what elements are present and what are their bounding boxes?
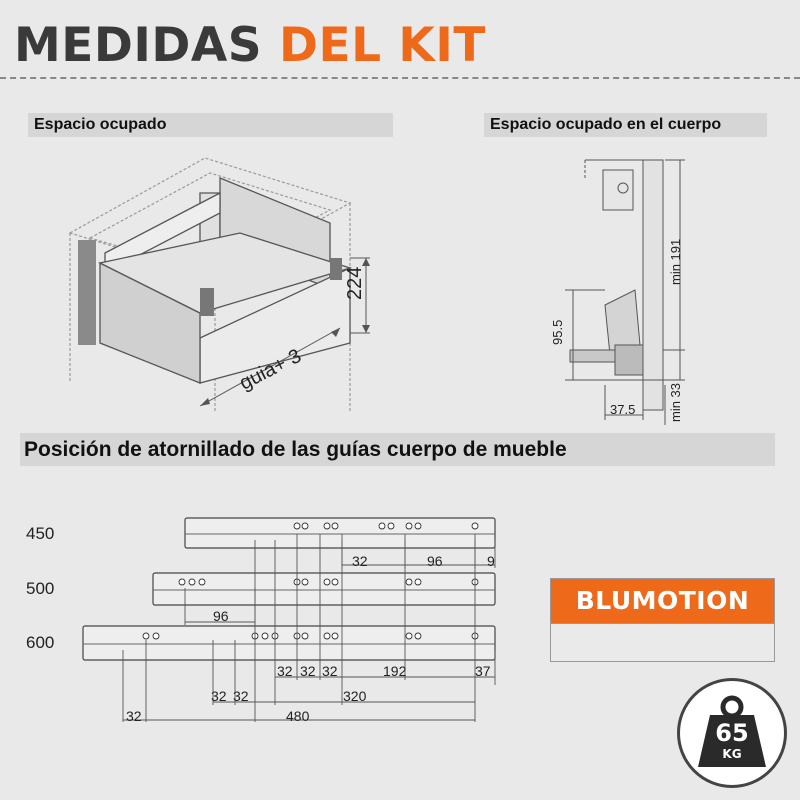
page-title	[14, 18, 486, 73]
dim-600-32c: 32	[322, 663, 338, 679]
dim-600-32b: 32	[300, 663, 316, 679]
dim-600-32e: 32	[233, 688, 249, 704]
rail-length-500: 500	[26, 579, 55, 598]
dim-600-32d: 32	[211, 688, 227, 704]
section-body-space-header: Espacio ocupado en el cuerpo	[484, 113, 767, 137]
drawer-width-label: guia+ 3	[236, 344, 305, 395]
title-part-2: DEL KIT	[279, 18, 486, 73]
profile-depth-label: 37.5	[610, 402, 636, 417]
title-part-1: MEDIDAS	[14, 18, 263, 73]
profile-min191-label: min 191	[668, 238, 683, 285]
dim-450-32: 32	[352, 553, 368, 569]
dim-600-32f: 32	[126, 708, 142, 724]
rails-diagram	[75, 510, 505, 740]
weight-unit: KG	[722, 747, 742, 761]
weight-badge	[677, 678, 787, 788]
dim-600-32a: 32	[277, 663, 293, 679]
profile-min33-label: min 33	[668, 382, 683, 422]
dim-450-96: 96	[427, 553, 443, 569]
section-space-header: Espacio ocupado	[28, 113, 393, 137]
dim-600-320: 320	[343, 688, 367, 704]
dim-600-192: 192	[383, 663, 407, 679]
dim-450-9: 9	[487, 553, 495, 569]
rail-length-450: 450	[26, 524, 55, 543]
dim-600-480: 480	[286, 708, 310, 724]
blumotion-divider	[551, 623, 774, 624]
screw-position-header: Posición de atornillado de las guías cuerpo de mueble	[20, 433, 775, 466]
drawer-height-label: 224	[344, 266, 366, 300]
rail-length-600: 600	[26, 633, 55, 652]
blumotion-label: BLUMOTION	[551, 579, 774, 623]
weight-value: 65	[715, 719, 749, 747]
dim-600-37: 37	[475, 663, 491, 679]
dim-500-96: 96	[213, 608, 229, 624]
title-divider	[0, 77, 800, 79]
blumotion-panel	[550, 578, 775, 662]
profile-height-label: 95.5	[550, 319, 565, 345]
